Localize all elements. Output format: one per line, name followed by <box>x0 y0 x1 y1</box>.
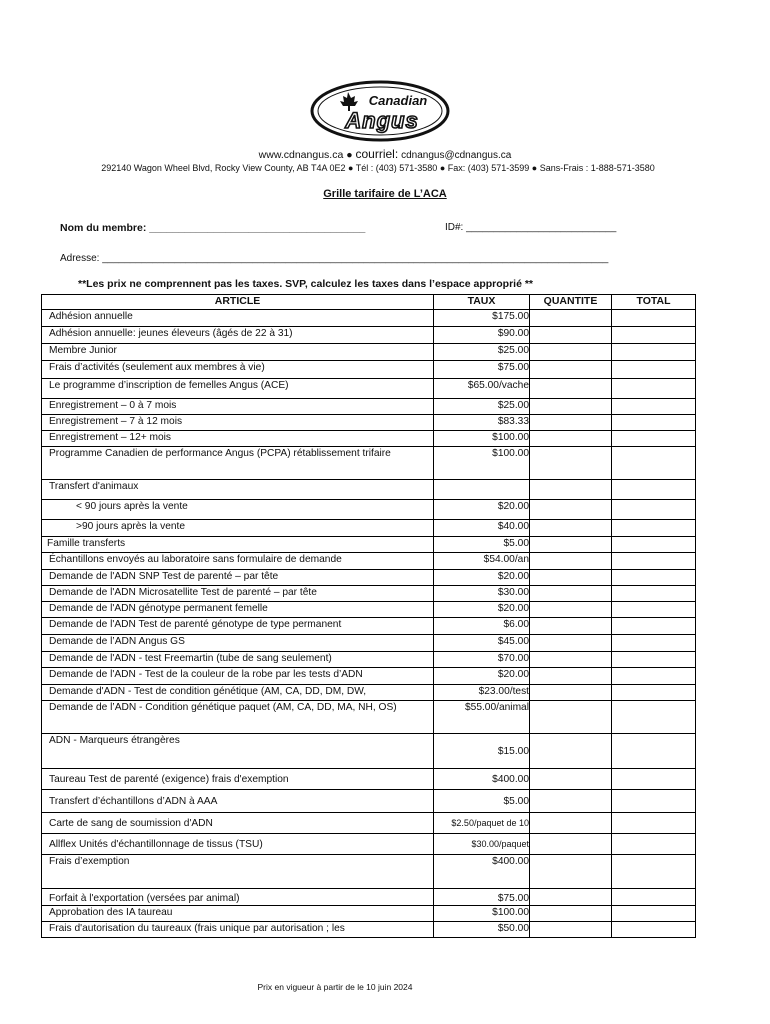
article-cell: Taureau Test de parenté (exigence) frais d'exemption <box>42 769 434 790</box>
table-row <box>42 652 696 668</box>
total-cell[interactable] <box>612 790 696 813</box>
tax-note: **Les prix ne comprennent pas les taxes. SVP, calculez les taxes dans l’espace approprié ** <box>78 278 534 290</box>
member-id-field[interactable]: ID#: ___________________________ <box>445 222 617 233</box>
article-cell: Demande de l'ADN génotype permanent femelle <box>42 602 434 618</box>
article-cell: Famille transferts <box>42 537 434 553</box>
total-cell[interactable] <box>612 553 696 570</box>
total-cell[interactable] <box>612 520 696 537</box>
article-cell: Demande de l'ADN - Test de la couleur de la robe par les tests d’ADN <box>42 668 434 685</box>
article-cell: Frais d'autorisation du taureaux (frais unique par autorisation ; les <box>42 922 434 938</box>
total-cell[interactable] <box>612 889 696 906</box>
article-cell: Demande de l'ADN SNP Test de parenté – par tête <box>42 570 434 586</box>
total-cell[interactable] <box>612 310 696 327</box>
taux-cell: $50.00 <box>434 922 530 938</box>
taux-cell: $20.00 <box>434 500 530 520</box>
quantite-cell[interactable] <box>530 480 612 500</box>
article-cell: Programme Canadien de performance Angus (PCPA) rétablissement trifaire <box>42 447 434 480</box>
total-cell[interactable] <box>612 431 696 447</box>
taux-cell: $23.00/test <box>434 685 530 701</box>
article-cell: Transfert d’échantillons d’ADN à AAA <box>42 790 434 813</box>
table-row <box>42 922 696 938</box>
taux-cell: $25.00 <box>434 344 530 361</box>
table-row <box>42 379 696 399</box>
quantite-cell[interactable] <box>530 537 612 553</box>
table-row <box>42 500 696 520</box>
table-row <box>42 310 696 327</box>
taux-cell: $54.00/an <box>434 553 530 570</box>
total-cell[interactable] <box>612 379 696 399</box>
page-title: Grille tarifaire de L’ACA <box>323 188 447 200</box>
article-cell: Membre Junior <box>42 344 434 361</box>
header-total: TOTAL <box>612 295 696 310</box>
article-cell: Frais d’activités (seulement aux membres à vie) <box>42 361 434 379</box>
taux-cell: $2.50/paquet de 10 <box>434 813 530 834</box>
taux-cell: $100.00 <box>434 431 530 447</box>
fee-table <box>41 294 696 938</box>
table-row <box>42 344 696 361</box>
article-cell: ADN - Marqueurs étrangères <box>42 734 434 769</box>
table-row <box>42 415 696 431</box>
table-row <box>42 635 696 652</box>
quantite-cell[interactable] <box>530 553 612 570</box>
table-row <box>42 447 696 480</box>
quantite-cell[interactable] <box>530 570 612 586</box>
quantite-cell[interactable] <box>530 431 612 447</box>
website-link[interactable]: www.cdnangus.ca <box>258 149 344 161</box>
taux-cell: $75.00 <box>434 889 530 906</box>
table-row <box>42 790 696 813</box>
total-cell[interactable] <box>612 813 696 834</box>
article-cell: Frais d’exemption <box>42 855 434 889</box>
table-row <box>42 618 696 635</box>
taux-cell: $5.00 <box>434 790 530 813</box>
website-line <box>0 147 770 161</box>
quantite-cell[interactable] <box>530 668 612 685</box>
article-cell: Forfait à l'exportation (versées par animal) <box>42 889 434 906</box>
total-cell[interactable] <box>612 586 696 602</box>
quantite-cell[interactable] <box>530 701 612 734</box>
total-cell[interactable] <box>612 327 696 344</box>
article-cell: Demande de l'ADN - test Freemartin (tube de sang seulement) <box>42 652 434 668</box>
total-cell[interactable] <box>612 834 696 855</box>
article-cell: Demande de l’ADN Angus GS <box>42 635 434 652</box>
taux-cell: $30.00 <box>434 586 530 602</box>
table-row <box>42 906 696 922</box>
total-cell[interactable] <box>612 769 696 790</box>
table-row <box>42 553 696 570</box>
quantite-cell[interactable] <box>530 734 612 769</box>
article-cell: Enregistrement – 12+ mois <box>42 431 434 447</box>
quantite-cell[interactable] <box>530 327 612 344</box>
total-cell[interactable] <box>612 361 696 379</box>
quantite-cell[interactable] <box>530 447 612 480</box>
table-row <box>42 586 696 602</box>
total-cell[interactable] <box>612 480 696 500</box>
total-cell[interactable] <box>612 602 696 618</box>
table-row <box>42 834 696 855</box>
table-row <box>42 701 696 734</box>
article-cell: < 90 jours après la vente <box>42 500 434 520</box>
table-row <box>42 769 696 790</box>
taux-cell: $45.00 <box>434 635 530 652</box>
quantite-cell[interactable] <box>530 685 612 701</box>
quantite-cell[interactable] <box>530 500 612 520</box>
taux-cell: $400.00 <box>434 769 530 790</box>
quantite-cell[interactable] <box>530 855 612 889</box>
total-cell[interactable] <box>612 635 696 652</box>
article-cell: Adhésion annuelle: jeunes éleveurs (âgés de 22 à 31) <box>42 327 434 344</box>
total-cell[interactable] <box>612 415 696 431</box>
quantite-cell[interactable] <box>530 922 612 938</box>
taux-cell: $400.00 <box>434 855 530 889</box>
quantite-cell[interactable] <box>530 834 612 855</box>
quantite-cell[interactable] <box>530 652 612 668</box>
taux-cell: $75.00 <box>434 361 530 379</box>
quantite-cell[interactable] <box>530 415 612 431</box>
taux-cell: $20.00 <box>434 570 530 586</box>
total-cell[interactable] <box>612 668 696 685</box>
taux-cell: $175.00 <box>434 310 530 327</box>
article-cell: Échantillons envoyés au laboratoire sans formulaire de demande <box>42 553 434 570</box>
contact-line: 292140 Wagon Wheel Blvd, Rocky View County, AB T4A 0E2 ● Tél : (403) 571-3580 ● Fax: (403) 571-3599 ● Sans-Frais : 1-888-571-3580 <box>101 163 655 173</box>
quantite-cell[interactable] <box>530 310 612 327</box>
article-cell: Demande de l'ADN Test de parenté génotype de type permanent <box>42 618 434 635</box>
quantite-cell[interactable] <box>530 618 612 635</box>
table-row <box>42 602 696 618</box>
quantite-cell[interactable] <box>530 361 612 379</box>
quantite-cell[interactable] <box>530 602 612 618</box>
taux-cell: $55.00/animal <box>434 701 530 734</box>
bullet-icon: ● <box>346 149 356 161</box>
header-article: ARTICLE <box>42 295 434 310</box>
quantite-cell[interactable] <box>530 906 612 922</box>
total-cell[interactable] <box>612 500 696 520</box>
taux-cell: $6.00 <box>434 618 530 635</box>
taux-cell: $65.00/vache <box>434 379 530 399</box>
taux-cell: $70.00 <box>434 652 530 668</box>
total-cell[interactable] <box>612 570 696 586</box>
total-cell[interactable] <box>612 537 696 553</box>
quantite-cell[interactable] <box>530 889 612 906</box>
taux-cell: $40.00 <box>434 520 530 537</box>
taux-cell: $30.00/paquet <box>434 834 530 855</box>
table-row <box>42 570 696 586</box>
total-cell[interactable] <box>612 906 696 922</box>
total-cell[interactable] <box>612 922 696 938</box>
quantite-cell[interactable] <box>530 769 612 790</box>
article-cell: Allflex Unités d'échantillonnage de tissus (TSU) <box>42 834 434 855</box>
logo-text-canadian: Canadian <box>368 93 428 108</box>
total-cell[interactable] <box>612 652 696 668</box>
taux-cell: $5.00 <box>434 537 530 553</box>
table-row <box>42 480 696 500</box>
table-row <box>42 889 696 906</box>
total-cell[interactable] <box>612 855 696 889</box>
taux-cell <box>434 480 530 500</box>
total-cell[interactable] <box>612 447 696 480</box>
table-header-row <box>42 295 696 310</box>
article-cell: Approbation des IA taureau <box>42 906 434 922</box>
taux-cell: $15.00 <box>434 734 530 769</box>
email-link[interactable]: cdnangus@cdnangus.ca <box>401 150 512 161</box>
total-cell[interactable] <box>612 685 696 701</box>
taux-cell: $20.00 <box>434 668 530 685</box>
table-row <box>42 537 696 553</box>
quantite-cell[interactable] <box>530 344 612 361</box>
total-cell[interactable] <box>612 701 696 734</box>
article-cell: Adhésion annuelle <box>42 310 434 327</box>
logo-text-angus: Angus <box>345 108 419 133</box>
table-row <box>42 361 696 379</box>
article-cell: >90 jours après la vente <box>42 520 434 537</box>
article-cell: Demande de l'ADN Microsatellite Test de parenté – par tête <box>42 586 434 602</box>
table-row <box>42 431 696 447</box>
article-cell: Le programme d’inscription de femelles Angus (ACE) <box>42 379 434 399</box>
article-cell: Demande d'ADN - Test de condition génétique (AM, CA, DD, DM, DW, <box>42 685 434 701</box>
table-row <box>42 327 696 344</box>
article-cell: Enregistrement – 0 à 7 mois <box>42 399 434 415</box>
header-taux: TAUX <box>434 295 530 310</box>
quantite-cell[interactable] <box>530 586 612 602</box>
table-row <box>42 668 696 685</box>
table-row <box>42 399 696 415</box>
member-name-field[interactable]: Nom du membre: _____________________________________ <box>60 222 366 234</box>
article-cell: Enregistrement – 7 à 12 mois <box>42 415 434 431</box>
quantite-cell[interactable] <box>530 379 612 399</box>
total-cell[interactable] <box>612 344 696 361</box>
total-cell[interactable] <box>612 618 696 635</box>
header-quantite: QUANTITE <box>530 295 612 310</box>
quantite-cell[interactable] <box>530 635 612 652</box>
total-cell[interactable] <box>612 399 696 415</box>
taux-cell: $100.00 <box>434 447 530 480</box>
taux-cell: $83.33 <box>434 415 530 431</box>
table-row <box>42 685 696 701</box>
address-field[interactable]: Adresse: ___________________________________________________________________________________________ <box>60 253 609 264</box>
email-label: courriel: <box>355 147 399 161</box>
table-row <box>42 813 696 834</box>
canadian-angus-logo <box>310 80 450 142</box>
quantite-cell[interactable] <box>530 790 612 813</box>
quantite-cell[interactable] <box>530 520 612 537</box>
article-cell: Carte de sang de soumission d'ADN <box>42 813 434 834</box>
taux-cell: $25.00 <box>434 399 530 415</box>
taux-cell: $90.00 <box>434 327 530 344</box>
table-row <box>42 734 696 769</box>
taux-cell: $20.00 <box>434 602 530 618</box>
table-row <box>42 520 696 537</box>
taux-cell: $100.00 <box>434 906 530 922</box>
article-cell: Transfert d'animaux <box>42 480 434 500</box>
effective-date-footer: Prix en vigueur à partir de le 10 juin 2024 <box>257 982 413 992</box>
quantite-cell[interactable] <box>530 813 612 834</box>
quantite-cell[interactable] <box>530 399 612 415</box>
total-cell[interactable] <box>612 734 696 769</box>
table-row <box>42 855 696 889</box>
article-cell: Demande de l’ADN - Condition génétique paquet (AM, CA, DD, MA, NH, OS) <box>42 701 434 734</box>
